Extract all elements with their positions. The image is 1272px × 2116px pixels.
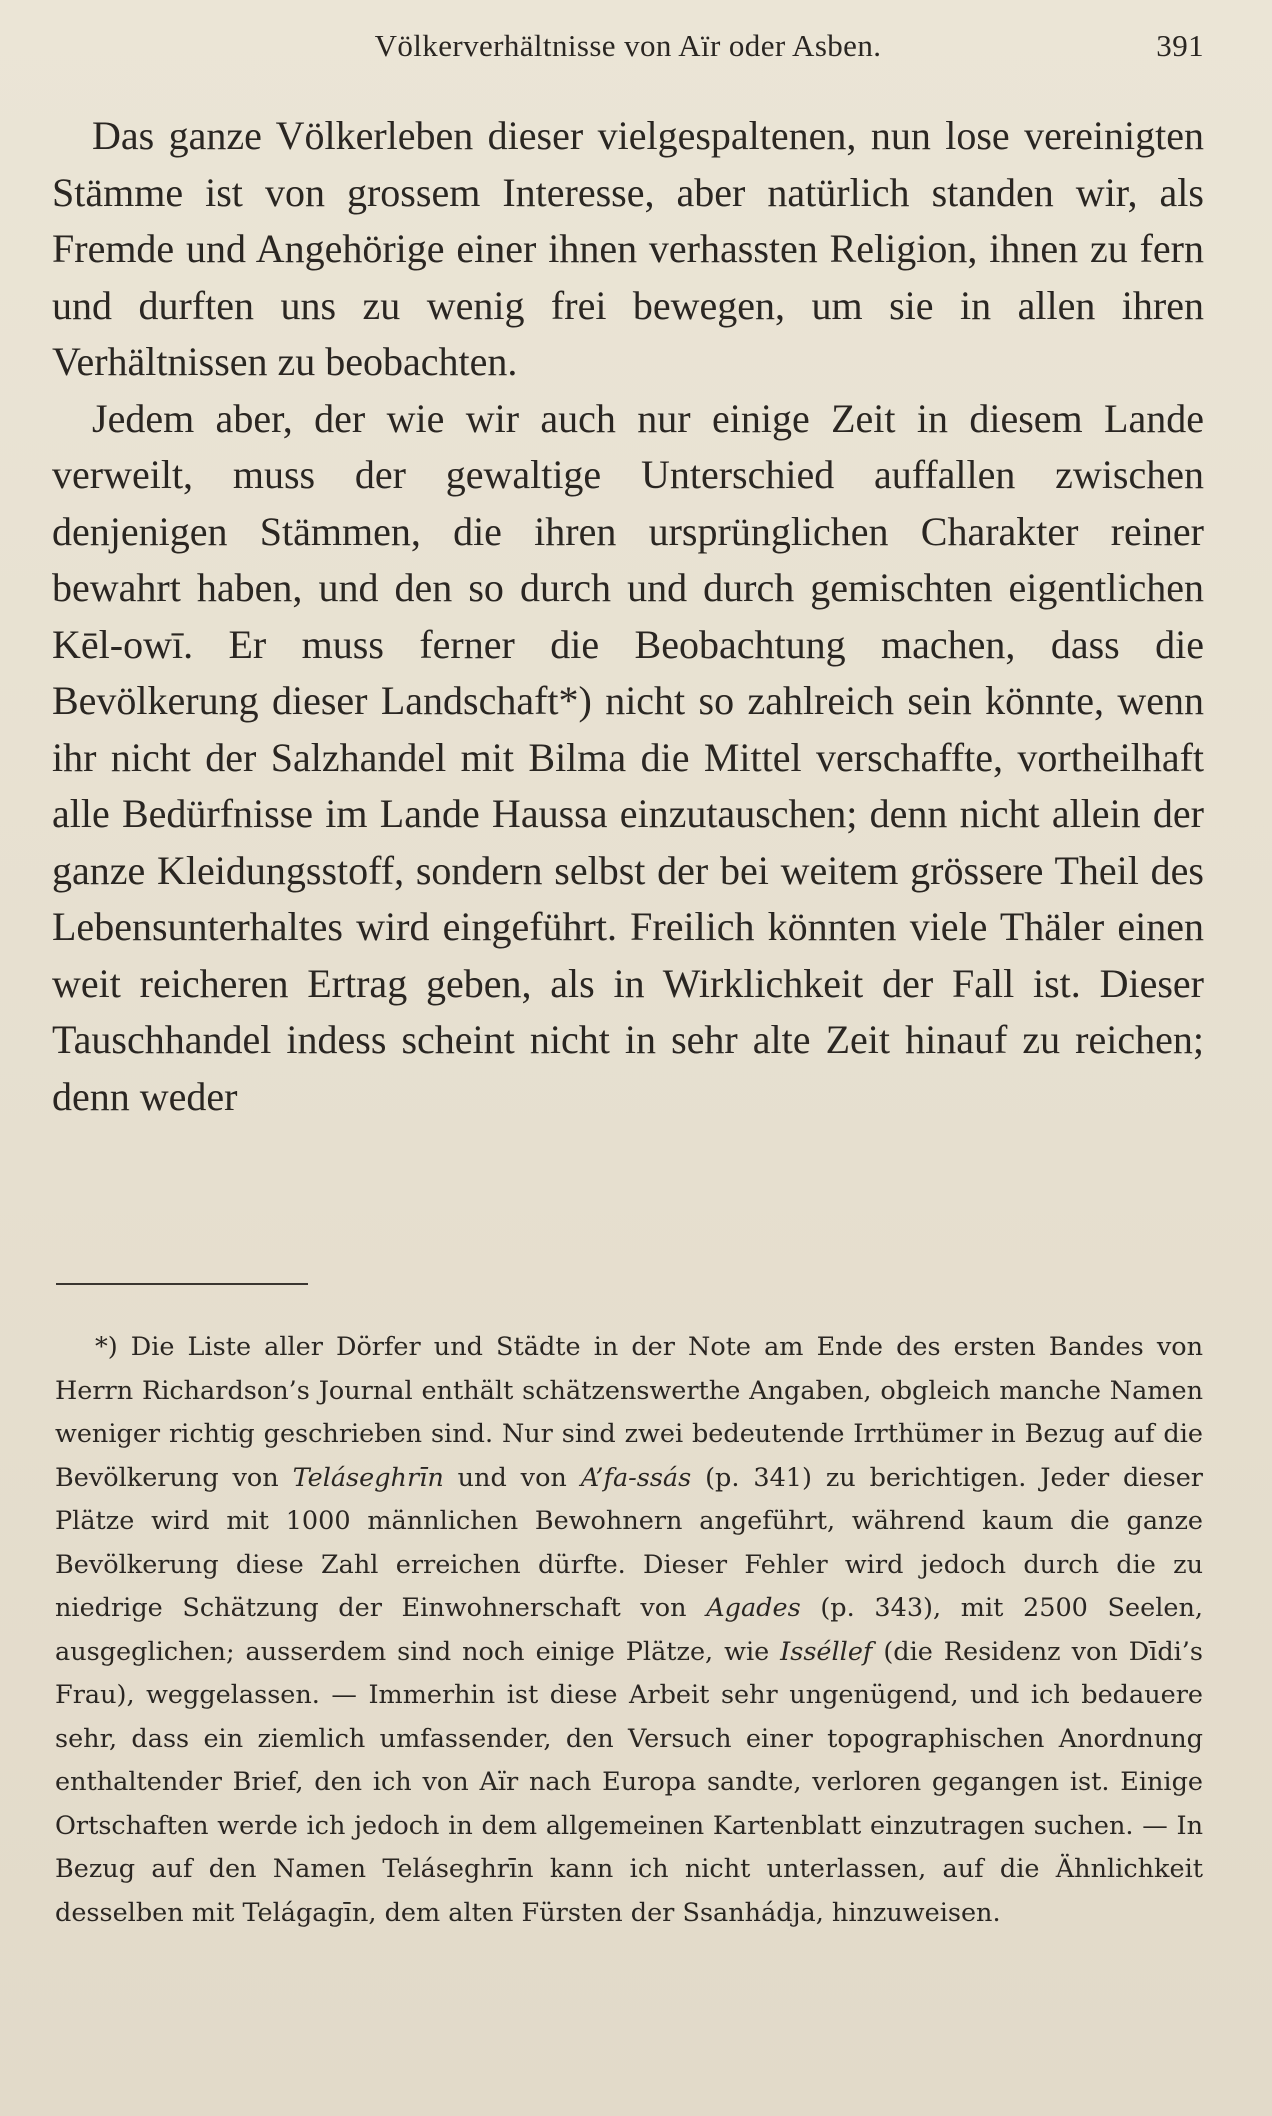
- running-header: [52, 28, 1204, 72]
- footnote-segment-3: (p. 341) zu berichtigen. Jeder dieser Plätze wird mit 1000 männlichen Bewohnern angeführt, während kaum die ganze Bevölkerung diese Zahl erreichen dürfte. Dieser Fehler wird jedoch durch die zu niedrige Schätzung der Einwohnerschaft von: [55, 1462, 1203, 1623]
- footnote-segment-2: und von: [443, 1462, 581, 1493]
- footnote-rule: [56, 1283, 308, 1285]
- running-title: Völkerverhältnisse von Aïr oder Asben.: [374, 28, 882, 63]
- footnote-segment-1: *) Die Liste aller Dörfer und Städte in der Note am Ende des ersten Bandes von Herrn Richardson’s Journal enthält schätzenswerthe Angaben, obgleich manche Namen weniger richtig geschrieben sind. Nur sind zwei bedeutende Irrthümer in Bezug auf die Bevölkerung von: [55, 1332, 1203, 1493]
- place-name-issellef: Isséllef: [780, 1636, 873, 1667]
- place-name-telaseghrin: Teláseghrīn: [292, 1462, 444, 1493]
- paragraph-2: Jedem aber, der wie wir auch nur einige Zeit in diesem Lande verweilt, muss der gewaltige Unterschied auffallen zwischen denjenigen Stämmen, die ihren ursprünglichen Charakter reiner bewahrt haben, und den so durch und durch gemischten eigentlichen Kēl-owī. Er muss ferner die Beobachtung machen, dass die Bevölkerung dieser Landschaft*) nicht so zahlreich sein könnte, wenn ihr nicht der Salzhandel mit Bilma die Mittel verschaffte, vortheilhaft alle Bedürfnisse im Lande Haussa einzutauschen; denn nicht allein der ganze Kleidungsstoff, sondern selbst der bei weitem grössere Theil des Lebensunterhaltes wird eingeführt. Freilich könnten viele Thäler einen weit reicheren Ertrag geben, als in Wirklichkeit der Fall ist. Dieser Tauschhandel indess scheint nicht in sehr alte Zeit hinauf zu reichen; denn weder: [52, 395, 1204, 1119]
- page-number: 391: [1156, 28, 1204, 63]
- paragraph-1: Das ganze Völkerleben dieser vielgespaltenen, nun lose vereinigten Stämme ist von grossem Interesse, aber natürlich standen wir, als Fremde und Angehörige einer ihnen verhassten Religion, ihnen zu fern und durften uns zu wenig frei bewegen, um sie in allen ihren Verhältnissen zu beobachten.: [52, 113, 1204, 384]
- footnote-segment-5: (die Residenz von Dīdi’s Frau), weggelassen. — Immerhin ist diese Arbeit sehr ungenügend, und ich bedauere sehr, dass ein ziemlich umfassender, den Versuch einer topographischen Anordnung enthaltender Brief, den ich von Aïr nach Europa sandte, verloren gegangen ist. Einige Ortschaften werde ich jedoch in dem allgemeinen Kartenblatt einzutragen suchen. — In Bezug auf den Namen Teláseghrīn kann ich nicht unterlassen, auf die Ähnlichkeit desselben mit Telágagīn, dem alten Fürsten der Ssanhádja, hinzuweisen.: [55, 1636, 1203, 1928]
- footnote: [55, 1326, 1203, 1935]
- footnote-segment-4: (p. 343), mit 2500 Seelen, ausgeglichen; ausserdem sind noch einige Plätze, wie: [55, 1593, 1203, 1667]
- main-text: [52, 108, 1204, 1125]
- place-name-afassas: A’fa-ssás: [580, 1462, 692, 1493]
- footnote-text: [55, 1326, 1203, 1935]
- place-name-agades: Agades: [706, 1593, 801, 1623]
